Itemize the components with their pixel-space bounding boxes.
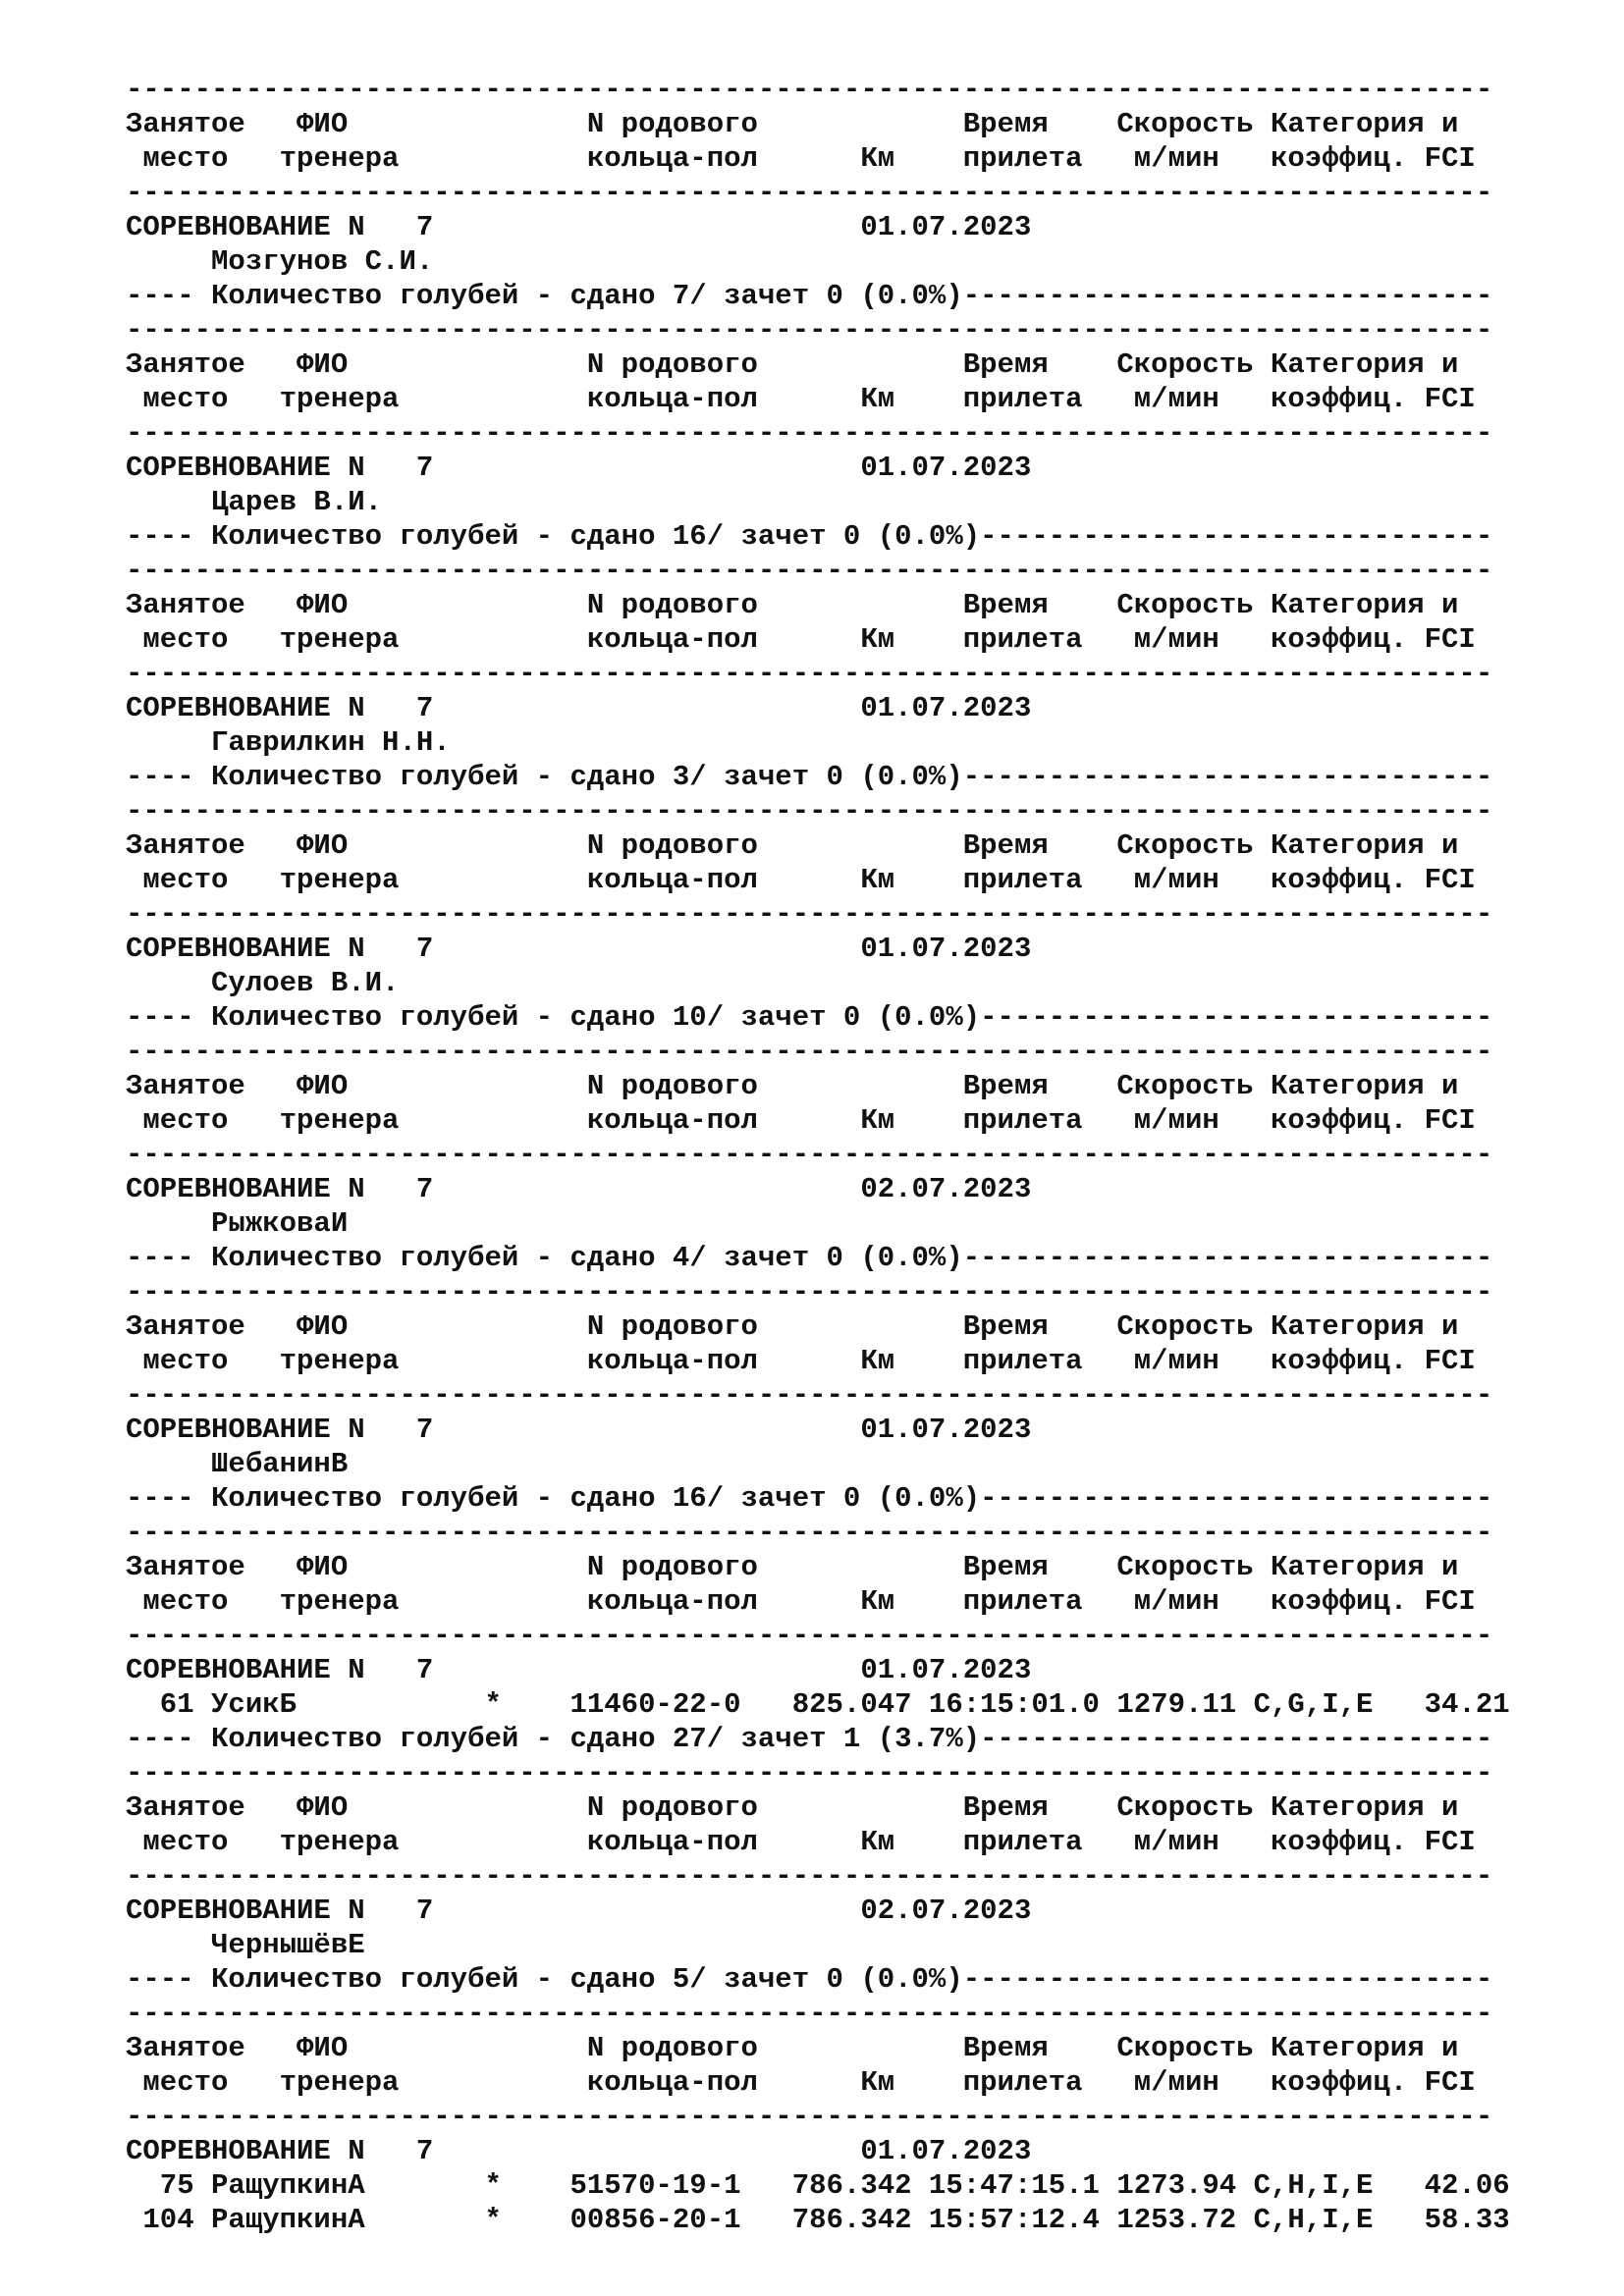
competition-header-line: СОРЕВНОВАНИЕ N 7 01.07.2023 [126,933,1032,965]
column-header-line: Занятое ФИО N родового Время Скорость Категория и [126,1791,1459,1824]
result-row: 75 РащупкинА * 51570-19-1 786.342 15:47:15.1 1273.94 C,H,I,E 42.06 [126,2169,1510,2202]
result-row: 104 РащупкинА * 00856-20-1 786.342 15:57:12.4 1253.72 C,H,I,E 58.33 [126,2204,1510,2236]
column-header-line: Занятое ФИО N родового Время Скорость Категория и [126,589,1459,621]
result-row: 61 УсикБ * 11460-22-0 825.047 16:15:01.0 1279.11 C,G,I,E 34.21 [126,1688,1510,1721]
column-header-line: место тренера кольца-пол Км прилета м/мин коэффиц. FCI [126,2066,1476,2099]
separator-line: -------------------------------------------------------------------------------- [126,658,1493,690]
competition-header-line: СОРЕВНОВАНИЕ N 7 01.07.2023 [126,1414,1032,1446]
separator-line: -------------------------------------------------------------------------------- [126,1379,1493,1412]
trainer-name-line: Мозгунов С.И. [126,245,434,278]
summary-line: ---- Количество голубей - сдано 16/ зачет 0 (0.0%)------------------------------ [126,520,1493,553]
separator-line: -------------------------------------------------------------------------------- [126,177,1493,209]
separator-line: -------------------------------------------------------------------------------- [126,555,1493,587]
column-header-line: место тренера кольца-пол Км прилета м/мин коэффиц. FCI [126,1826,1476,1858]
column-header-line: Занятое ФИО N родового Время Скорость Категория и [126,1310,1459,1343]
column-header-line: место тренера кольца-пол Км прилета м/мин коэффиц. FCI [126,1345,1476,1377]
column-header-line: место тренера кольца-пол Км прилета м/мин коэффиц. FCI [126,623,1476,656]
report-text [126,73,1510,2237]
separator-line: -------------------------------------------------------------------------------- [126,74,1493,106]
summary-line: ---- Количество голубей - сдано 5/ зачет 0 (0.0%)------------------------------- [126,1963,1493,1996]
separator-line: -------------------------------------------------------------------------------- [126,1620,1493,1652]
separator-line: -------------------------------------------------------------------------------- [126,1517,1493,1549]
separator-line: -------------------------------------------------------------------------------- [126,898,1493,931]
trainer-name-line: Гаврилкин Н.Н. [126,726,451,759]
competition-header-line: СОРЕВНОВАНИЕ N 7 01.07.2023 [126,452,1032,484]
separator-line: -------------------------------------------------------------------------------- [126,1139,1493,1171]
column-header-line: место тренера кольца-пол Км прилета м/мин коэффиц. FCI [126,1585,1476,1618]
column-header-line: место тренера кольца-пол Км прилета м/мин коэффиц. FCI [126,1104,1476,1137]
competition-header-line: СОРЕВНОВАНИЕ N 7 01.07.2023 [126,211,1032,243]
trainer-name-line: ШебанинВ [126,1448,349,1480]
summary-line: ---- Количество голубей - сдано 16/ зачет 0 (0.0%)------------------------------ [126,1482,1493,1515]
separator-line: -------------------------------------------------------------------------------- [126,1276,1493,1308]
trainer-name-line: Царев В.И. [126,486,383,518]
column-header-line: Занятое ФИО N родового Время Скорость Категория и [126,2032,1459,2064]
trainer-name-line: ЧернышёвЕ [126,1929,365,1961]
summary-line: ---- Количество голубей - сдано 4/ зачет 0 (0.0%)------------------------------- [126,1242,1493,1274]
summary-line: ---- Количество голубей - сдано 10/ зачет 0 (0.0%)------------------------------ [126,1001,1493,1034]
separator-line: -------------------------------------------------------------------------------- [126,1036,1493,1068]
summary-line: ---- Количество голубей - сдано 27/ зачет 1 (3.7%)------------------------------ [126,1723,1493,1755]
column-header-line: место тренера кольца-пол Км прилета м/мин коэффиц. FCI [126,383,1476,415]
column-header-line: место тренера кольца-пол Км прилета м/мин коэффиц. FCI [126,864,1476,896]
column-header-line: место тренера кольца-пол Км прилета м/мин коэффиц. FCI [126,142,1476,175]
summary-line: ---- Количество голубей - сдано 7/ зачет 0 (0.0%)------------------------------- [126,280,1493,312]
column-header-line: Занятое ФИО N родового Время Скорость Категория и [126,108,1459,140]
separator-line: -------------------------------------------------------------------------------- [126,795,1493,828]
competition-header-line: СОРЕВНОВАНИЕ N 7 02.07.2023 [126,1173,1032,1205]
summary-line: ---- Количество голубей - сдано 3/ зачет 0 (0.0%)------------------------------- [126,761,1493,793]
competition-header-line: СОРЕВНОВАНИЕ N 7 02.07.2023 [126,1895,1032,1927]
competition-header-line: СОРЕВНОВАНИЕ N 7 01.07.2023 [126,2135,1032,2167]
competition-header-line: СОРЕВНОВАНИЕ N 7 01.07.2023 [126,692,1032,724]
separator-line: -------------------------------------------------------------------------------- [126,314,1493,347]
column-header-line: Занятое ФИО N родового Время Скорость Категория и [126,1070,1459,1102]
separator-line: -------------------------------------------------------------------------------- [126,1998,1493,2030]
separator-line: -------------------------------------------------------------------------------- [126,1860,1493,1893]
column-header-line: Занятое ФИО N родового Время Скорость Категория и [126,829,1459,862]
separator-line: -------------------------------------------------------------------------------- [126,417,1493,450]
separator-line: -------------------------------------------------------------------------------- [126,1757,1493,1789]
column-header-line: Занятое ФИО N родового Время Скорость Категория и [126,348,1459,381]
trainer-name-line: РыжковаИ [126,1207,349,1240]
competition-header-line: СОРЕВНОВАНИЕ N 7 01.07.2023 [126,1654,1032,1686]
trainer-name-line: Сулоев В.И. [126,967,400,999]
column-header-line: Занятое ФИО N родового Время Скорость Категория и [126,1551,1459,1583]
separator-line: -------------------------------------------------------------------------------- [126,2101,1493,2133]
